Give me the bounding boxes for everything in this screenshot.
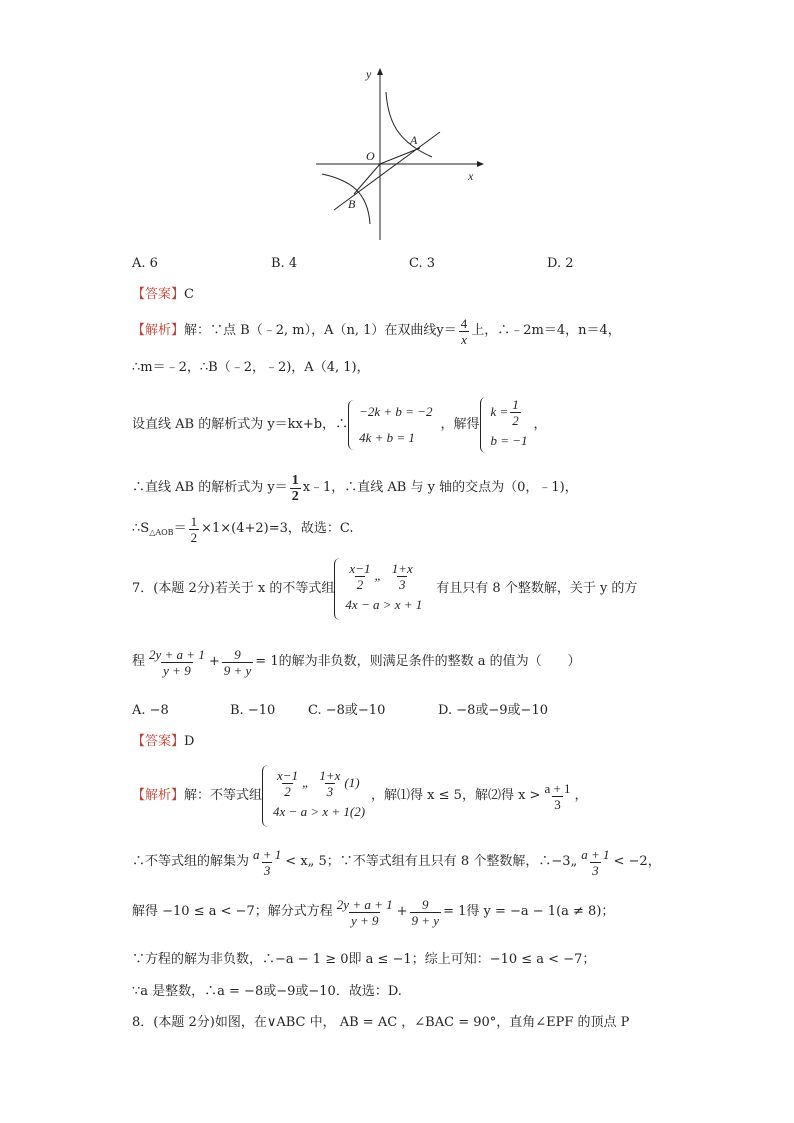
- q7-a1-text-b: ，解⑴得 x ≤ 5，解⑵得 x >: [371, 788, 541, 803]
- q6-l4-fraction: $\frac{1}{2}$: [291, 472, 299, 504]
- q7-a3-fraction-1: $\frac{2y + a + 1}{y + 9}$: [336, 896, 393, 928]
- q6-analysis-line-4: [132, 471, 578, 505]
- q7-option-b[interactable]: B. −10: [230, 703, 276, 718]
- hyperbola-figure: [310, 62, 490, 244]
- label-a: A: [410, 133, 418, 147]
- q7-answer-value: D: [184, 734, 195, 749]
- q7-option-c[interactable]: C. −8或−10: [308, 703, 386, 718]
- q7-stem-line-1: [132, 556, 637, 622]
- q6-answer-value: C: [184, 287, 194, 302]
- q6-answer-tag: 【答案】: [132, 287, 185, 302]
- q8-stem: 8．(本题 2分)如图，在∨ABC 中， AB = AC ，∠BAC = 90°，直角∠EPF 的顶点 P: [132, 1015, 630, 1030]
- q7-a2-text-a: ∴不等式组的解集为: [132, 854, 250, 869]
- label-b: B: [348, 197, 356, 211]
- q6-l3-text-b: ，解得: [440, 417, 480, 432]
- q6-l5-text-a: ∴S: [132, 521, 150, 536]
- q7-l2-text-a: 程: [132, 654, 146, 669]
- q6-analysis-line-1: [132, 314, 621, 348]
- q7-analysis-line-3: [132, 894, 614, 930]
- y-axis-arrow: [377, 68, 383, 75]
- q6-l1-fraction: $\frac{4}{x}$: [460, 315, 468, 347]
- q7-l2-fraction-1: $\frac{2y + a + 1}{y + 9}$: [149, 646, 205, 678]
- label-y: y: [366, 67, 372, 81]
- q6-option-b[interactable]: B. 4: [271, 256, 298, 271]
- q7-a1-fraction-3: $\frac{a + 1}{3}$: [544, 780, 571, 812]
- q7-analysis-tag: 【解析】: [132, 788, 185, 803]
- q7-a2-text-c: < −2，: [613, 854, 661, 869]
- q6-answer: [132, 287, 194, 303]
- q6-analysis-line-5: [132, 512, 354, 546]
- q7-a2-fraction-2: $\frac{a + 1}{3}$: [581, 846, 610, 878]
- label-x: x: [468, 169, 474, 183]
- q7-inequality-system: $\frac{x-1}{2}$ „ $\frac{1+x}{3}$ 4x − a > x + 1: [334, 558, 422, 620]
- q6-l5-fraction: $\frac{1}{2}$: [190, 513, 198, 545]
- q7-a1-text-c: ，: [574, 788, 588, 803]
- q6-l1-text-a: 解：∵点 B（﹣2, m），A（n, 1）在双曲线: [184, 323, 437, 338]
- q7-a3-plus: +: [396, 904, 408, 919]
- q7-a1-system: $\frac{x-1}{2}$ „ $\frac{1+x}{3}$ (1) 4x − a > x + 1(2): [262, 765, 365, 827]
- q7-l2-plus: +: [208, 654, 220, 669]
- q6-option-d[interactable]: D. 2: [547, 256, 574, 271]
- x-axis-arrow: [477, 161, 484, 167]
- q6-l5-subscript: △AOB: [149, 528, 174, 537]
- q6-analysis-line-2: ∴m＝﹣2，∴B（﹣2，﹣2)，A（4, 1)，: [132, 360, 370, 375]
- q6-l3-text-c: ，: [533, 417, 547, 432]
- q6-l1-text-b: 上，∴﹣2m＝4，n＝4，: [471, 323, 621, 338]
- q6-option-c[interactable]: C. 3: [409, 256, 436, 271]
- q7-l2-fraction-2: $\frac{9}{9 + y}$: [223, 646, 252, 678]
- q7-analysis-line-2: [132, 844, 661, 880]
- q6-option-a[interactable]: A. 6: [132, 256, 158, 271]
- q6-l4-text-a: ∴直线 AB 的解析式为 y＝: [132, 480, 288, 495]
- q6-l3-system: −2k + b = −2 4k + b = 1: [348, 399, 432, 451]
- q7-stem-text-b: 有且只有 8 个整数解，关于 y 的方: [436, 581, 638, 596]
- q7-option-d[interactable]: D. −8或−9或−10: [438, 703, 548, 718]
- q7-answer: [132, 734, 194, 750]
- q7-analysis-line-4: ∵方程的解为非负数，∴−a − 1 ≥ 0即 a ≤ −1；综上可知：−10 ≤ a < −7；: [132, 952, 596, 967]
- q7-a3-fraction-2: $\frac{9}{9 + y}$: [411, 896, 440, 928]
- q6-l4-text-b: x﹣1，∴直线 AB 与 y 轴的交点为（0，﹣1)，: [302, 480, 578, 495]
- q6-l5-text-b: ＝: [173, 521, 187, 536]
- q7-a2-text-b: < x„ 5；∵不等式组有且只有 8 个整数解，∴−3„: [285, 854, 578, 869]
- q6-l1-y: y＝: [436, 323, 457, 338]
- q7-analysis-line-5: ∵a 是整数，∴a = −8或−9或−10．故选：D.: [132, 984, 402, 999]
- hyperbola-branch-2: [322, 174, 370, 224]
- label-o: O: [366, 149, 375, 163]
- q7-analysis-line-1: [132, 763, 588, 829]
- q7-stem-line-2: [132, 644, 581, 680]
- q7-a1-text-a: 解：不等式组: [184, 788, 263, 803]
- q7-answer-tag: 【答案】: [132, 734, 185, 749]
- q7-l2-text-b: = 1的解为非负数，则满足条件的整数 a 的值为（ ）: [255, 654, 581, 669]
- q6-analysis-tag: 【解析】: [132, 323, 185, 338]
- q7-stem-text-a: 7．(本题 2分)若关于 x 的不等式组: [132, 581, 335, 596]
- q7-option-a[interactable]: A. −8: [132, 703, 169, 718]
- q6-analysis-line-3: [132, 396, 547, 454]
- q7-a3-text-b: = 1得 y = −a − 1(a ≠ 8)；: [443, 904, 615, 919]
- q6-l5-text-c: ×1×(4+2)=3，故选：C.: [201, 521, 354, 536]
- q6-l3-solution: k = $\frac{1}{2}$ b = −1: [480, 397, 528, 454]
- q7-a2-fraction-1: $\frac{a + 1}{3}$: [253, 846, 282, 878]
- q7-a3-text-a: 解得 −10 ≤ a < −7；解分式方程: [132, 904, 333, 919]
- hyperbola-branch-1: [386, 92, 432, 157]
- q6-l3-text-a: 设直线 AB 的解析式为 y＝kx+b，∴: [132, 417, 349, 432]
